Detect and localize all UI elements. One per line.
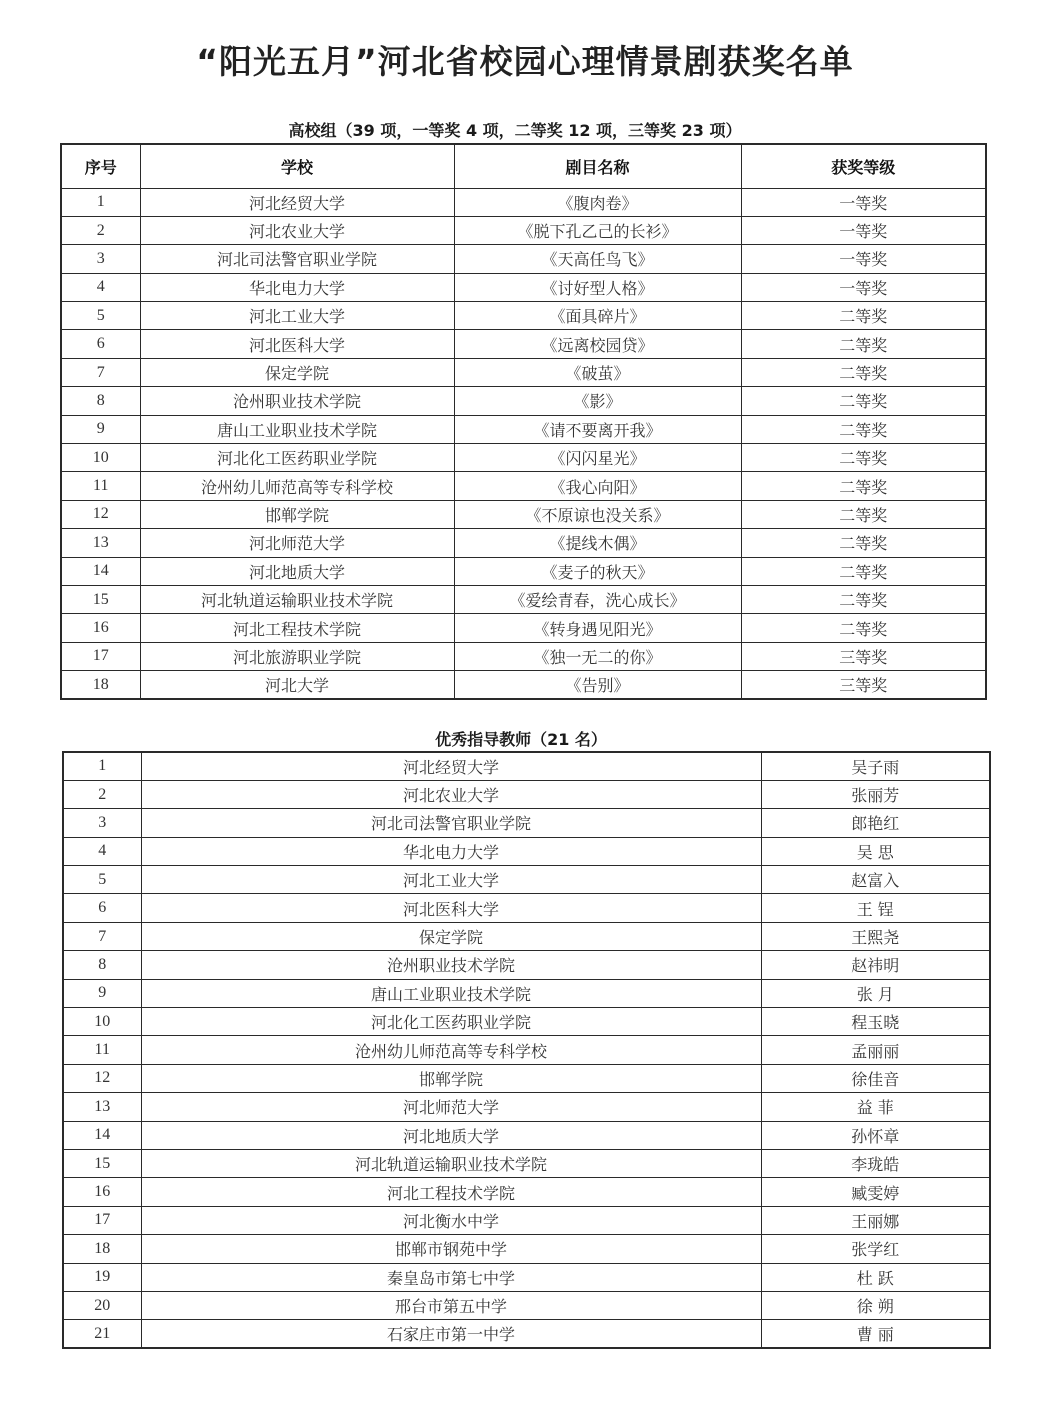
cell-index: 6 [63,894,141,922]
cell-award-level: 二等奖 [741,415,986,443]
cell-play-title: 《闪闪星光》 [454,444,741,472]
table-row [61,642,986,670]
teachers-table-body [63,752,990,1348]
cell-school: 河北工业大学 [141,866,761,894]
cell-teacher-name: 徐 朔 [761,1291,990,1319]
cell-index: 2 [63,780,141,808]
table-row [61,472,986,500]
cell-play-title: 《爱绘青春，洗心成长》 [454,585,741,613]
table-row [61,273,986,301]
table-row [63,1320,990,1348]
cell-school: 河北师范大学 [141,1093,761,1121]
cell-award-level: 二等奖 [741,529,986,557]
cell-play-title: 《破茧》 [454,358,741,386]
cell-school: 沧州职业技术学院 [141,951,761,979]
cell-play-title: 《面具碎片》 [454,302,741,330]
cell-school: 邢台市第五中学 [141,1291,761,1319]
cell-play-title: 《麦子的秋天》 [454,557,741,585]
header-play-title: 剧目名称 [454,144,741,188]
cell-teacher-name: 张丽芳 [761,780,990,808]
cell-school: 邯郸学院 [140,500,454,528]
table-row [63,1064,990,1092]
cell-teacher-name: 孙怀章 [761,1121,990,1149]
cell-index: 6 [61,330,140,358]
cell-play-title: 《腹肉卷》 [454,188,741,216]
cell-school: 河北旅游职业学院 [140,642,454,670]
cell-school: 河北工程技术学院 [141,1178,761,1206]
cell-award-level: 一等奖 [741,188,986,216]
table-row [61,216,986,244]
table-row [61,529,986,557]
cell-index: 4 [63,837,141,865]
cell-index: 21 [63,1320,141,1348]
table-row [63,894,990,922]
section-caption-teachers: 优秀指导教师（21 名） [435,730,607,749]
table-row [63,922,990,950]
cell-school: 邯郸市钢苑中学 [141,1235,761,1263]
cell-index: 2 [61,216,140,244]
cell-school: 河北经贸大学 [141,752,761,780]
table-row [63,1121,990,1149]
cell-index: 16 [61,614,140,642]
cell-index: 3 [63,809,141,837]
cell-play-title: 《天高任鸟飞》 [454,245,741,273]
cell-teacher-name: 李珑皓 [761,1149,990,1177]
cell-play-title: 《独一无二的你》 [454,642,741,670]
cell-index: 3 [61,245,140,273]
cell-index: 8 [61,387,140,415]
cell-school: 河北地质大学 [140,557,454,585]
table-row [63,1263,990,1291]
cell-index: 16 [63,1178,141,1206]
cell-award-level: 二等奖 [741,500,986,528]
table-row [61,245,986,273]
cell-teacher-name: 赵富入 [761,866,990,894]
cell-school: 河北医科大学 [141,894,761,922]
cell-index: 18 [63,1235,141,1263]
cell-school: 河北农业大学 [140,216,454,244]
table-row [63,837,990,865]
cell-school: 河北工程技术学院 [140,614,454,642]
cell-play-title: 《脱下孔乙己的长衫》 [454,216,741,244]
cell-index: 4 [61,273,140,301]
cell-award-level: 三等奖 [741,671,986,699]
cell-index: 11 [63,1036,141,1064]
table-row [61,444,986,472]
cell-award-level: 二等奖 [741,472,986,500]
table-row [63,752,990,780]
table-row [61,387,986,415]
table-row [63,1008,990,1036]
cell-award-level: 二等奖 [741,330,986,358]
cell-teacher-name: 王丽娜 [761,1206,990,1234]
cell-index: 1 [61,188,140,216]
cell-school: 秦皇岛市第七中学 [141,1263,761,1291]
cell-teacher-name: 吴子雨 [761,752,990,780]
cell-play-title: 《我心向阳》 [454,472,741,500]
cell-school: 河北经贸大学 [140,188,454,216]
table-row [63,1291,990,1319]
cell-award-level: 一等奖 [741,216,986,244]
cell-school: 沧州职业技术学院 [140,387,454,415]
cell-award-level: 二等奖 [741,585,986,613]
cell-school: 河北司法警官职业学院 [140,245,454,273]
cell-school: 河北化工医药职业学院 [140,444,454,472]
cell-school: 保定学院 [141,922,761,950]
cell-play-title: 《不原谅也没关系》 [454,500,741,528]
cell-index: 12 [63,1064,141,1092]
cell-index: 10 [61,444,140,472]
teachers-table [62,751,991,1349]
cell-index: 12 [61,500,140,528]
cell-index: 10 [63,1008,141,1036]
cell-award-level: 二等奖 [741,444,986,472]
cell-play-title: 《请不要离开我》 [454,415,741,443]
cell-index: 9 [63,979,141,1007]
cell-school: 沧州幼儿师范高等专科学校 [140,472,454,500]
cell-play-title: 《远离校园贷》 [454,330,741,358]
cell-school: 华北电力大学 [140,273,454,301]
cell-teacher-name: 王熙尧 [761,922,990,950]
cell-award-level: 二等奖 [741,358,986,386]
table-row [63,866,990,894]
cell-school: 河北师范大学 [140,529,454,557]
awards-table-body [61,188,986,699]
cell-index: 17 [61,642,140,670]
cell-index: 5 [63,866,141,894]
cell-index: 9 [61,415,140,443]
cell-play-title: 《转身遇见阳光》 [454,614,741,642]
cell-index: 5 [61,302,140,330]
cell-school: 华北电力大学 [141,837,761,865]
cell-teacher-name: 徐佳音 [761,1064,990,1092]
table-row [63,1206,990,1234]
cell-teacher-name: 臧雯婷 [761,1178,990,1206]
cell-teacher-name: 张学红 [761,1235,990,1263]
table-row [63,951,990,979]
header-award-level: 获奖等级 [741,144,986,188]
cell-award-level: 二等奖 [741,387,986,415]
cell-play-title: 《告别》 [454,671,741,699]
page-title: “阳光五月”河北省校园心理情景剧获奖名单 [196,42,854,81]
cell-school: 石家庄市第一中学 [141,1320,761,1348]
table-row [61,358,986,386]
table-row [61,585,986,613]
table-header-row [61,144,986,188]
cell-teacher-name: 王 锃 [761,894,990,922]
cell-teacher-name: 赵祎明 [761,951,990,979]
table-row [63,1093,990,1121]
cell-school: 河北司法警官职业学院 [141,809,761,837]
cell-play-title: 《讨好型人格》 [454,273,741,301]
cell-teacher-name: 孟丽丽 [761,1036,990,1064]
cell-index: 7 [63,922,141,950]
cell-teacher-name: 郎艳红 [761,809,990,837]
cell-teacher-name: 杜 跃 [761,1263,990,1291]
cell-award-level: 三等奖 [741,642,986,670]
cell-school: 河北农业大学 [141,780,761,808]
cell-school: 河北地质大学 [141,1121,761,1149]
cell-school: 河北轨道运输职业技术学院 [141,1149,761,1177]
cell-school: 邯郸学院 [141,1064,761,1092]
header-school: 学校 [140,144,454,188]
cell-index: 8 [63,951,141,979]
awards-table [60,143,987,700]
cell-award-level: 二等奖 [741,614,986,642]
cell-school: 保定学院 [140,358,454,386]
cell-index: 1 [63,752,141,780]
cell-school: 河北工业大学 [140,302,454,330]
header-index: 序号 [61,144,140,188]
cell-index: 17 [63,1206,141,1234]
cell-index: 15 [63,1149,141,1177]
table-row [61,188,986,216]
cell-index: 15 [61,585,140,613]
cell-index: 14 [63,1121,141,1149]
table-row [63,1036,990,1064]
cell-school: 沧州幼儿师范高等专科学校 [141,1036,761,1064]
cell-index: 7 [61,358,140,386]
cell-teacher-name: 程玉晓 [761,1008,990,1036]
table-row [61,330,986,358]
cell-play-title: 《影》 [454,387,741,415]
cell-school: 河北大学 [140,671,454,699]
cell-school: 河北衡水中学 [141,1206,761,1234]
cell-index: 11 [61,472,140,500]
cell-school: 唐山工业职业技术学院 [140,415,454,443]
cell-teacher-name: 张 月 [761,979,990,1007]
cell-school: 河北化工医药职业学院 [141,1008,761,1036]
cell-index: 19 [63,1263,141,1291]
cell-index: 20 [63,1291,141,1319]
table-row [63,809,990,837]
table-row [61,557,986,585]
cell-award-level: 二等奖 [741,302,986,330]
table-row [61,500,986,528]
section-caption-colleges: 高校组（39 项，一等奖 4 项，二等奖 12 项，三等奖 23 项） [288,121,742,140]
table-row [61,614,986,642]
cell-teacher-name: 曹 丽 [761,1320,990,1348]
table-row [63,780,990,808]
cell-school: 河北医科大学 [140,330,454,358]
table-row [61,671,986,699]
cell-teacher-name: 吴 思 [761,837,990,865]
table-row [63,1149,990,1177]
cell-award-level: 一等奖 [741,245,986,273]
cell-index: 13 [61,529,140,557]
cell-play-title: 《提线木偶》 [454,529,741,557]
cell-award-level: 一等奖 [741,273,986,301]
cell-school: 唐山工业职业技术学院 [141,979,761,1007]
cell-index: 14 [61,557,140,585]
cell-index: 18 [61,671,140,699]
table-row [63,979,990,1007]
table-row [61,415,986,443]
cell-school: 河北轨道运输职业技术学院 [140,585,454,613]
cell-award-level: 二等奖 [741,557,986,585]
table-row [63,1178,990,1206]
cell-teacher-name: 益 菲 [761,1093,990,1121]
table-row [61,302,986,330]
table-row [63,1235,990,1263]
cell-index: 13 [63,1093,141,1121]
